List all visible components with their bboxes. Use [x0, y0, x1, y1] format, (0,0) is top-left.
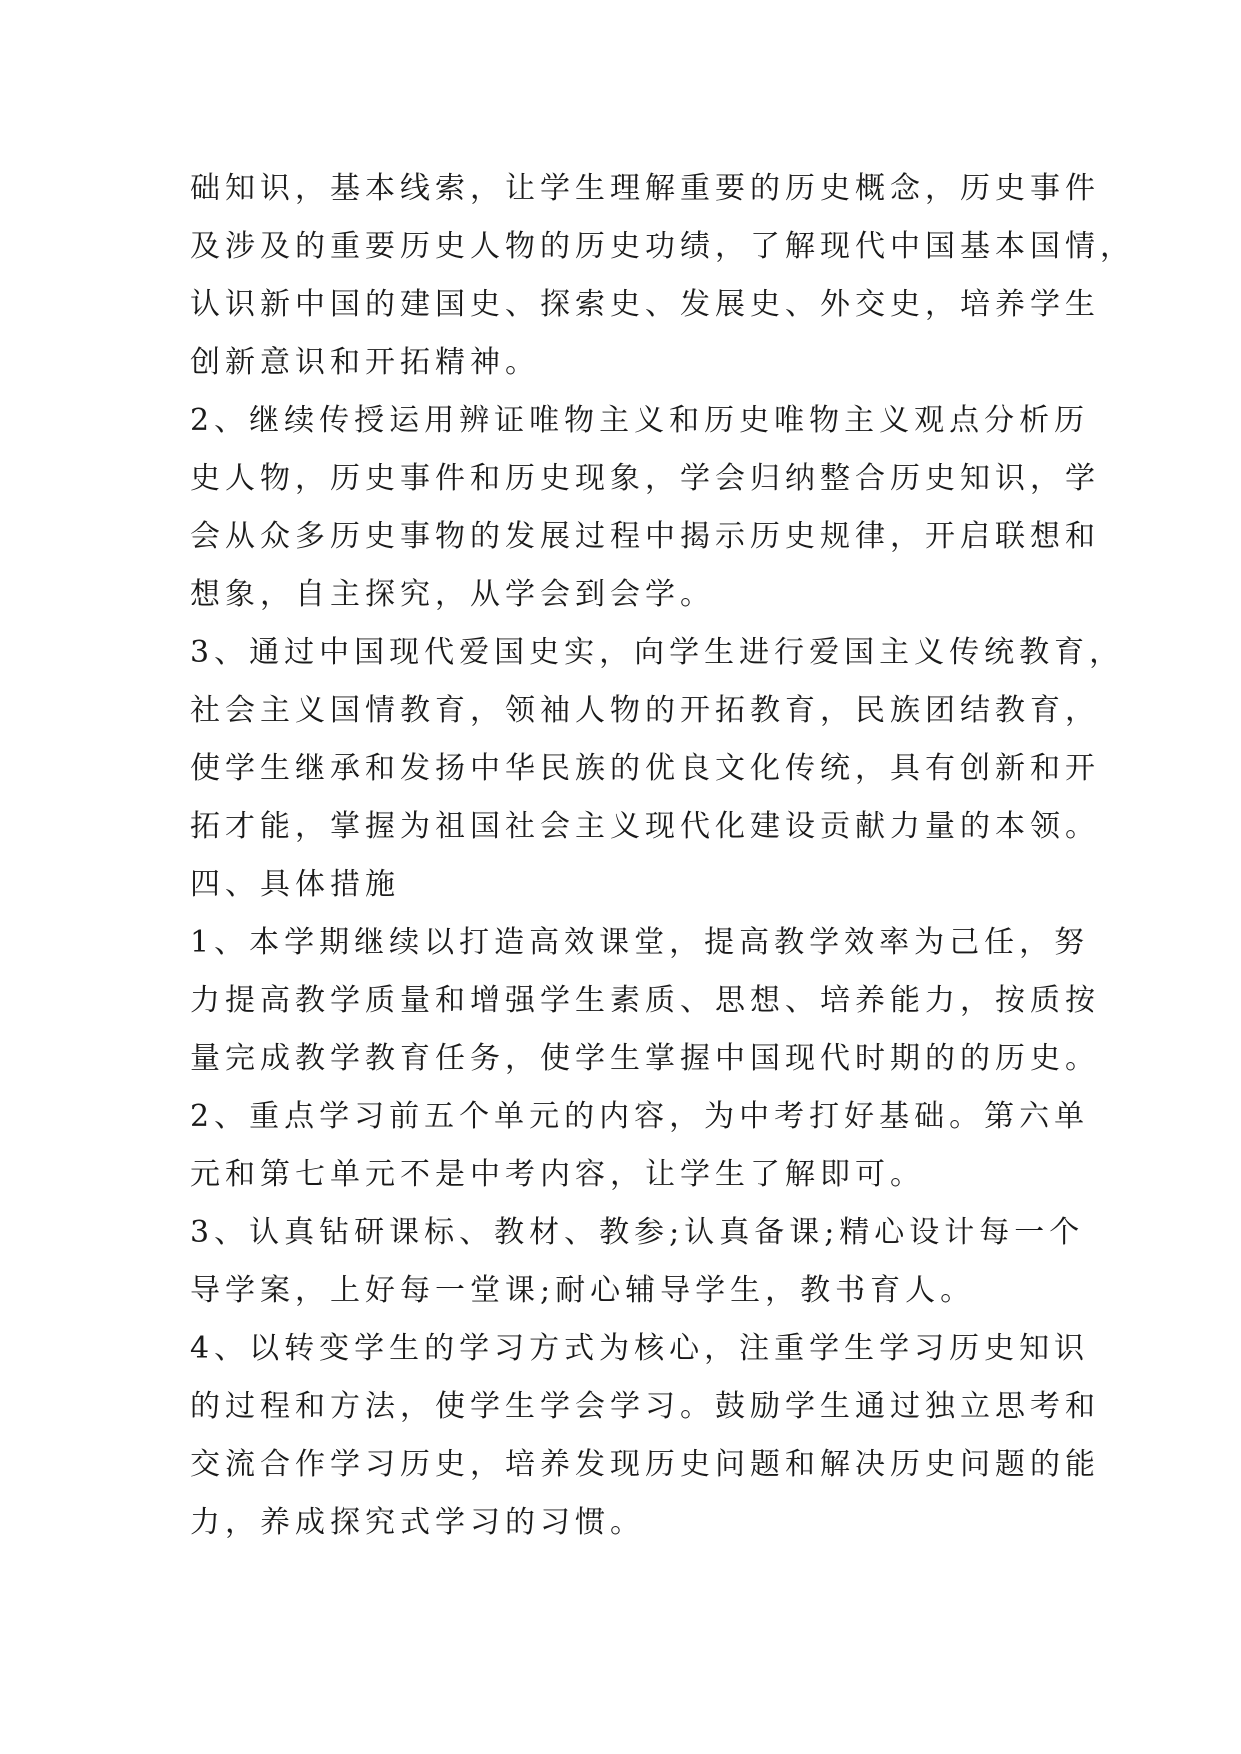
text-line: 力，养成探究式学习的习惯。	[190, 1505, 645, 1540]
text-line: 2、继续传授运用辨证唯物主义和历史唯物主义观点分析历	[190, 403, 1090, 438]
text-line: 史人物，历史事件和历史现象，学会归纳整合历史知识，学	[190, 461, 1100, 496]
text-line: 量完成教学教育任务，使学生掌握中国现代时期的的历史。	[190, 1041, 1100, 1076]
text-line: 使学生继承和发扬中华民族的优良文化传统，具有创新和开	[190, 751, 1100, 786]
text-line: 会从众多历史事物的发展过程中揭示历史规律，开启联想和	[190, 519, 1100, 554]
text-line: 社会主义国情教育，领袖人物的开拓教育，民族团结教育，	[190, 693, 1100, 728]
text-line: 想象，自主探究，从学会到会学。	[190, 577, 715, 612]
section-heading: 四、具体措施	[190, 867, 400, 902]
text-line: 1、本学期继续以打造高效课堂，提高教学效率为己任，努	[190, 925, 1090, 960]
text-line: 交流合作学习历史，培养发现历史问题和解决历史问题的能	[190, 1447, 1100, 1482]
document-body	[190, 160, 1135, 1552]
text-line: 3、通过中国现代爱国史实，向学生进行爱国主义传统教育，	[190, 635, 1125, 670]
text-line: 创新意识和开拓精神。	[190, 345, 540, 380]
text-line: 础知识，基本线索，让学生理解重要的历史概念，历史事件	[190, 171, 1100, 206]
text-line: 4、以转变学生的学习方式为核心，注重学生学习历史知识	[190, 1331, 1090, 1366]
text-line: 力提高教学质量和增强学生素质、思想、培养能力，按质按	[190, 983, 1100, 1018]
text-line: 及涉及的重要历史人物的历史功绩，了解现代中国基本国情，	[190, 229, 1135, 264]
text-line: 导学案，上好每一堂课;耐心辅导学生，教书育人。	[190, 1273, 976, 1308]
text-line: 的过程和方法，使学生学会学习。鼓励学生通过独立思考和	[190, 1389, 1100, 1424]
text-line: 认识新中国的建国史、探索史、发展史、外交史，培养学生	[190, 287, 1100, 322]
text-line: 3、认真钻研课标、教材、教参;认真备课;精心设计每一个	[190, 1215, 1085, 1250]
text-line: 元和第七单元不是中考内容，让学生了解即可。	[190, 1157, 925, 1192]
text-line: 2、重点学习前五个单元的内容，为中考打好基础。第六单	[190, 1099, 1090, 1134]
text-line: 拓才能，掌握为祖国社会主义现代化建设贡献力量的本领。	[190, 809, 1100, 844]
